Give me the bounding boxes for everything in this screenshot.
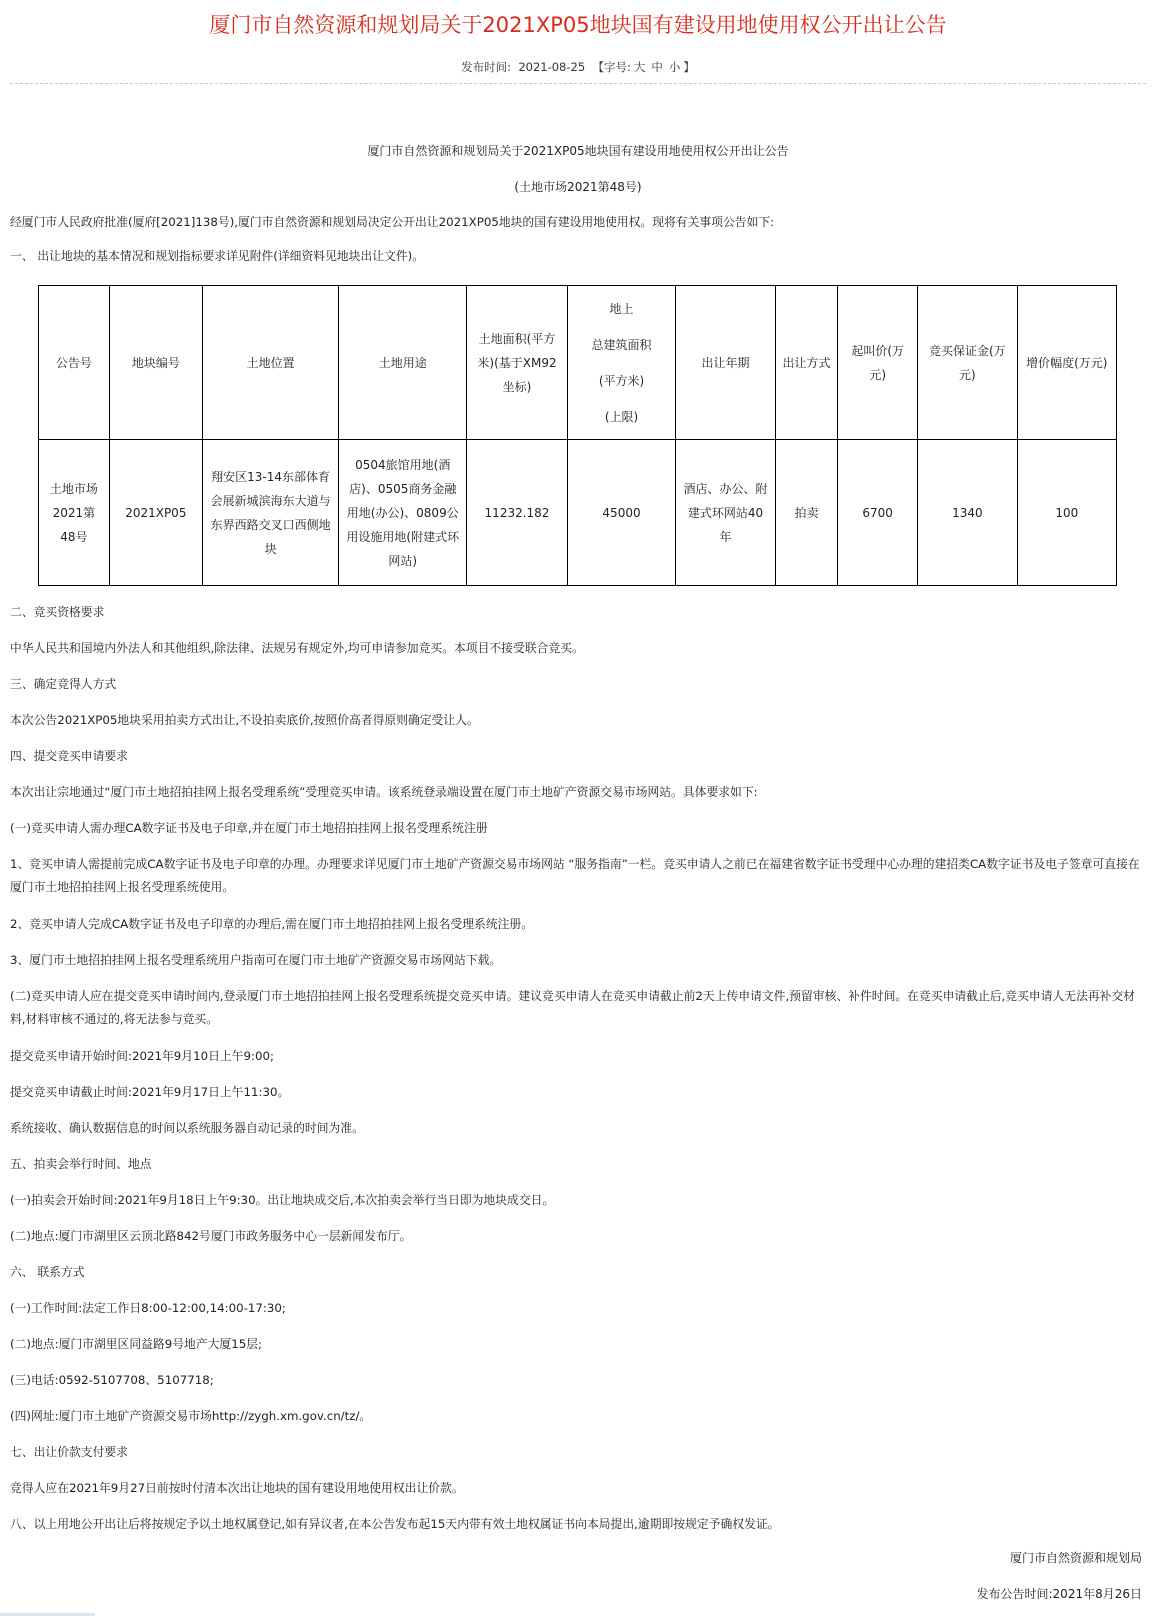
issue-date: 发布公告时间:2021年8月26日 <box>976 1587 1142 1601</box>
cell-floor-area: 45000 <box>567 440 676 586</box>
intro-paragraph: 经厦门市人民政府批准(厦府[2021]138号),厦门市自然资源和规划局决定公开出让2021XP05地块的国有建设用地使用权。现将有关事项公告如下: <box>10 215 775 229</box>
doc-number: (土地市场2021第48号) <box>514 180 642 194</box>
paragraph: (一)工作时间:法定工作日8:00-12:00,14:00-17:30; <box>10 1301 286 1315</box>
land-plot-table <box>38 285 1117 586</box>
paragraph: 本次出让宗地通过“厦门市土地招拍挂网上报名受理系统”受理竞买申请。该系统登录端设置在厦门市土地矿产资源交易市场网站。具体要求如下: <box>10 785 758 799</box>
paragraph: (三)电话:0592-5107708、5107718; <box>10 1373 214 1387</box>
header-divider <box>10 83 1146 84</box>
cell-increment: 100 <box>1017 440 1116 586</box>
paragraph: (一)拍卖会开始时间:2021年9月18日上午9:30。出让地块成交后,本次拍卖会举行当日即为地块成交日。 <box>10 1193 555 1207</box>
th-usage: 土地用途 <box>339 286 467 440</box>
section-6-heading: 六、 联系方式 <box>10 1265 85 1279</box>
paragraph: (一)竞买申请人需办理CA数字证书及电子印章,并在厦门市土地招拍挂网上报名受理系统注册 <box>10 821 488 835</box>
paragraph: 3、厦门市土地招拍挂网上报名受理系统用户指南可在厦门市土地矿产资源交易市场网站下载。 <box>10 953 502 967</box>
th-location: 土地位置 <box>202 286 338 440</box>
section-4-heading: 四、提交竞买申请要求 <box>10 749 128 763</box>
published-date: 2021-08-25 <box>518 60 586 74</box>
th-deposit: 竞买保证金(万元) <box>918 286 1017 440</box>
doc-title: 厦门市自然资源和规划局关于2021XP05地块国有建设用地使用权公开出让公告 <box>367 144 789 158</box>
paragraph: 八、以上用地公开出让后将按规定予以土地权属登记,如有异议者,在本公告发布起15天内带有效土地权属证书向本局提出,逾期即按规定予确权发证。 <box>10 1517 780 1531</box>
paragraph: 竞得人应在2021年9月27日前按时付清本次出让地块的国有建设用地使用权出让价款。 <box>10 1481 464 1495</box>
font-size-large-link[interactable]: 大 <box>633 60 646 74</box>
section-2-heading: 二、竞买资格要求 <box>10 605 105 619</box>
paragraph: 本次公告2021XP05地块采用拍卖方式出让,不设拍卖底价,按照价高者得原则确定受让人。 <box>10 713 479 727</box>
cell-usage: 0504旅馆用地(酒店)、0505商务金融用地(办公)、0809公用设施用地(附建式环网站) <box>339 440 467 586</box>
cell-start-price: 6700 <box>838 440 918 586</box>
th-method: 出让方式 <box>775 286 838 440</box>
th-plot-no: 地块编号 <box>109 286 202 440</box>
font-size-open: 【字号: <box>592 60 631 74</box>
font-size-close: 】 <box>683 60 695 74</box>
paragraph: 中华人民共和国境内外法人和其他组织,除法律、法规另有规定外,均可申请参加竞买。本项目不接受联合竞买。 <box>10 641 584 655</box>
font-size-small-link[interactable]: 小 <box>668 60 681 74</box>
font-size-medium-link[interactable]: 中 <box>651 60 663 74</box>
cell-notice-no: 土地市场2021第48号 <box>39 440 110 586</box>
paragraph: (二)地点:厦门市湖里区同益路9号地产大厦15层; <box>10 1337 263 1351</box>
issuer-signature: 厦门市自然资源和规划局 <box>1009 1551 1142 1565</box>
paragraph: 2、竞买申请人完成CA数字证书及电子印章的办理后,需在厦门市土地招拍挂网上报名受理系统注册。 <box>10 917 534 931</box>
paragraph: 提交竞买申请开始时间:2021年9月10日上午9:00; <box>10 1049 274 1063</box>
published-label: 发布时间: <box>461 60 512 74</box>
th-start-price: 起叫价(万元) <box>838 286 918 440</box>
cell-deposit: 1340 <box>918 440 1017 586</box>
page-title: 厦门市自然资源和规划局关于2021XP05地块国有建设用地使用权公开出让公告 <box>209 13 947 37</box>
paragraph: (四)网址:厦门市土地矿产资源交易市场http://zygh.xm.gov.cn/tz/。 <box>10 1409 372 1423</box>
section-1-heading: 一、 出让地块的基本情况和规划指标要求详见附件(详细资料见地块出让文件)。 <box>10 249 425 263</box>
cell-plot-no: 2021XP05 <box>109 440 202 586</box>
section-3-heading: 三、确定竞得人方式 <box>10 677 117 691</box>
paragraph: (二)竞买申请人应在提交竞买申请时间内,登录厦门市土地招拍挂网上报名受理系统提交竞买申请。建议竞买申请人在竞买申请截止前2天上传申请文件,预留审核、补件时间。在竞买申请截止后,竞买申请人无法再补交材料,材料审核不通过的,将无法参与竞买。 <box>10 989 1136 1026</box>
th-area: 土地面积(平方米)(基于XM92坐标) <box>467 286 567 440</box>
paragraph: 提交竞买申请截止时间:2021年9月17日上午11:30。 <box>10 1085 290 1099</box>
th-increment: 增价幅度(万元) <box>1017 286 1116 440</box>
section-7-heading: 七、出让价款支付要求 <box>10 1445 128 1459</box>
cell-method: 拍卖 <box>775 440 838 586</box>
th-term: 出让年期 <box>676 286 775 440</box>
th-floor-area: 地上 总建筑面积 (平方米) (上限) <box>567 286 676 440</box>
paragraph: (二)地点:厦门市湖里区云顶北路842号厦门市政务服务中心一层新闻发布厅。 <box>10 1229 412 1243</box>
table-row <box>39 440 1117 586</box>
section-5-heading: 五、拍卖会举行时间、地点 <box>10 1157 152 1171</box>
cell-area: 11232.182 <box>467 440 567 586</box>
paragraph: 1、竞买申请人需提前完成CA数字证书及电子印章的办理。办理要求详见厦门市土地矿产资源交易市场网站 “服务指南”一栏。竞买申请人之前已在福建省数字证书受理中心办理的建招类CA数字证书及电子签章可直接在厦门市土地招拍挂网上报名受理系统使用。 <box>10 857 1140 894</box>
cell-location: 翔安区13-14东部体育会展新城滨海东大道与东界西路交叉口西侧地块 <box>202 440 338 586</box>
table-header-row <box>39 286 1117 440</box>
th-notice-no: 公告号 <box>39 286 110 440</box>
cell-term: 酒店、办公、附建式环网站40年 <box>676 440 775 586</box>
paragraph: 系统接收、确认数据信息的时间以系统服务器自动记录的时间为准。 <box>10 1121 364 1135</box>
publish-meta <box>0 59 1156 75</box>
